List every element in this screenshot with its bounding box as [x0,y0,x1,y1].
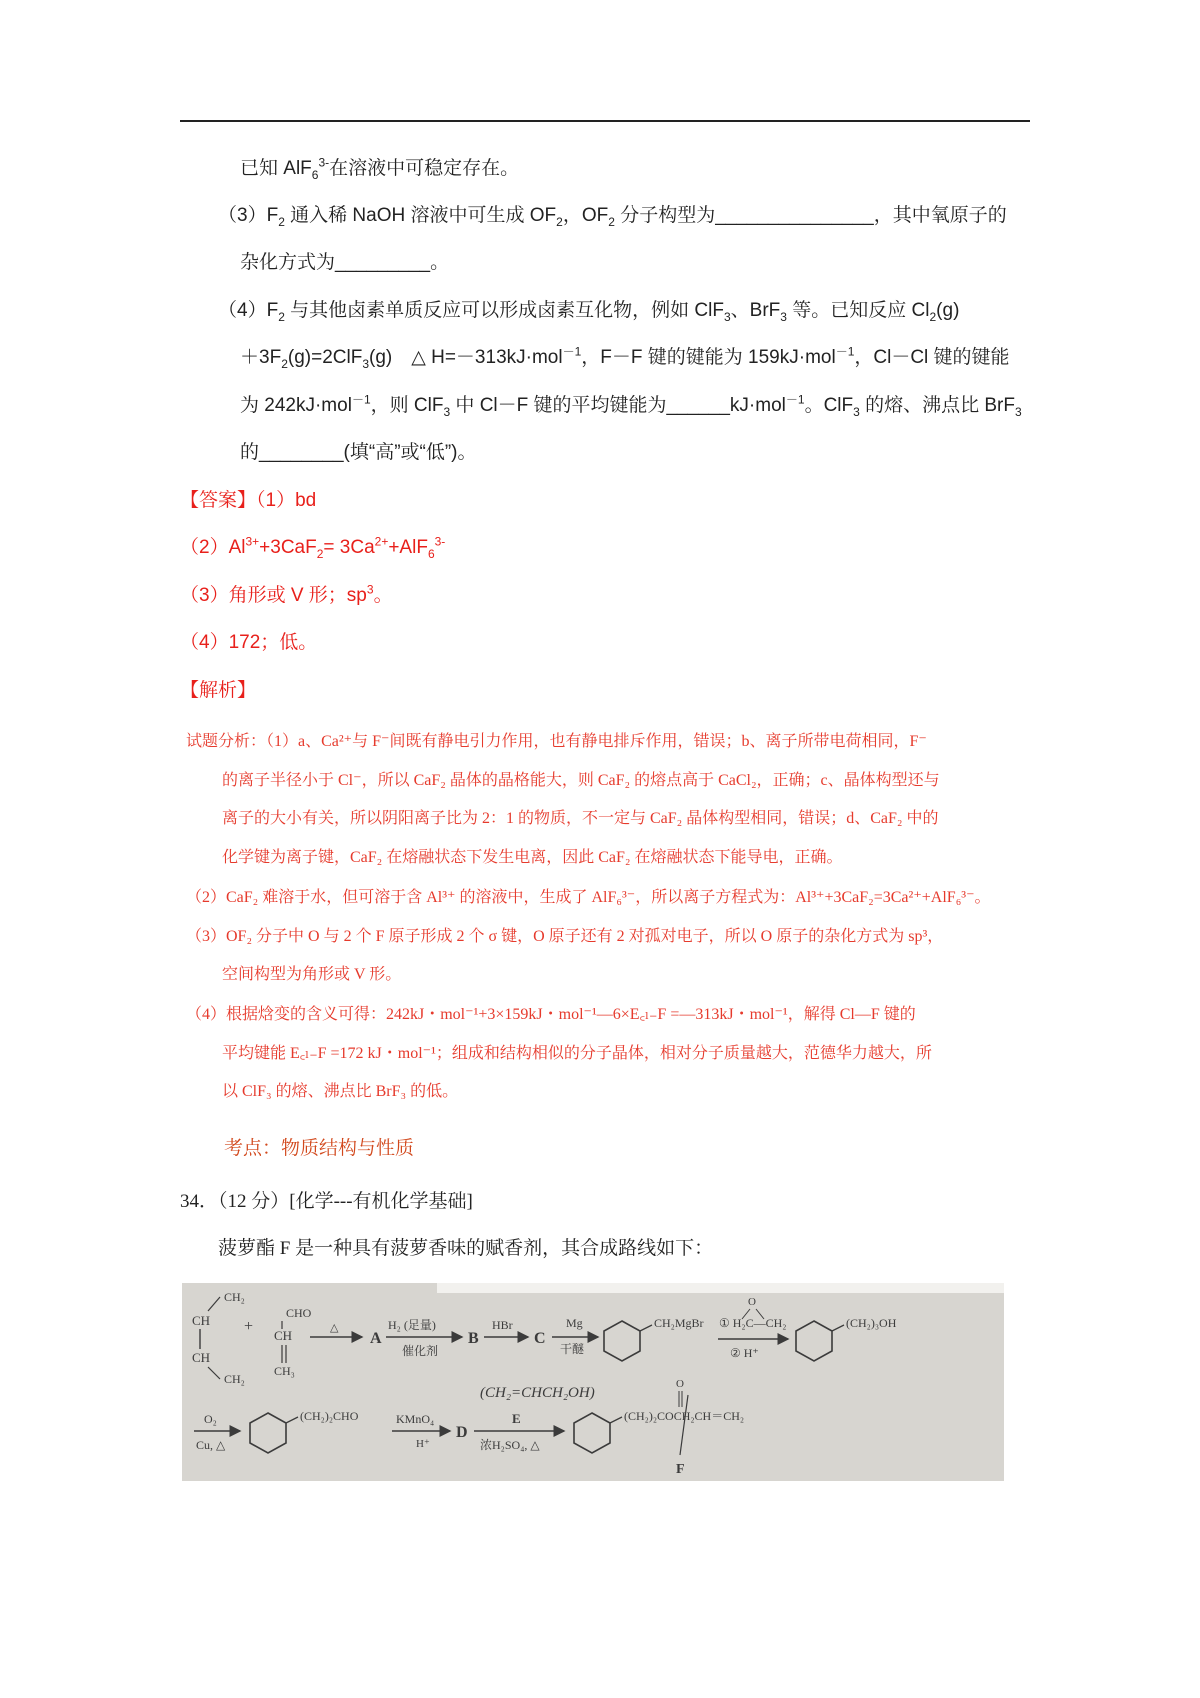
cyclohexane-ring-2 [796,1321,832,1361]
svg-text:HBr: HBr [492,1318,513,1332]
analysis-p1-l4: 化学键为离子键，CaF₂ 在熔融状态下发生电离，因此 CaF₂ 在熔融状态下能导电，正确。 [222,849,843,866]
grignard-substituent: CH₂MgBr [654,1316,704,1330]
q4-line4: 的________(填“高”或“低”)。 [240,442,477,463]
svg-text:H₂ (足量): H₂ (足量) [388,1318,436,1332]
svg-text:CHO: CHO [286,1306,312,1320]
header-rule [180,120,1030,122]
answer-3: （3）角形或 V 形；$sp^3$。 [180,582,393,606]
answer-2: $(2)Al^{3+}+3CaF_2= 3Ca^{2+}+AlF_6^{3-}$ [180,534,446,561]
svg-text:干醚: 干醚 [560,1342,585,1356]
svg-text:CH: CH [192,1313,211,1328]
analysis-p4-l1: （4）根据焓变的含义可得：242kJ・mol⁻¹+3×159kJ・mol⁻¹—6×E꜀ₗ₋F =—313kJ・mol⁻¹，解得 Cl—F 键的 [186,1006,916,1023]
svg-text:CH₂: CH₂ [224,1372,245,1386]
svg-text:O: O [676,1378,684,1390]
alcohol-substituent: (CH₂)₃OH [846,1316,897,1330]
compound-A: A [370,1330,382,1347]
analysis-p3-l2: 空间构型为角形或 V 形。 [222,966,402,983]
analysis-p4-l2: 平均键能 E꜀ₗ₋F =172 kJ・mol⁻¹；组成和结构相似的分子晶体，相对分子质量越大，范德华力越大，所 [222,1045,932,1062]
svg-text:CH₃: CH₃ [274,1364,295,1378]
ester-substituent: (CH₂)₂COCH₂CH＝CH₂ [624,1409,745,1423]
svg-text:CH: CH [192,1350,211,1365]
analysis-p4-l3: 以 ClF₃ 的熔、沸点比 BrF₃ 的低。 [222,1083,459,1100]
svg-text:② H⁺: ② H⁺ [730,1346,759,1360]
analysis-p3-l1: （3）OF₂ 分子中 O 与 2 个 F 原子形成 2 个 σ 键，O 原子还有 2 对孤对电子，所以 O 原子的杂化方式为 sp³， [186,928,944,945]
q4-line3: 为 242kJ·mol$^{-1}$，则 ClF$_3$ 中 Cl－F 键的平均键能为______kJ·mol$^{-1}$。ClF$_3$ 的熔、沸点比 BrF$_3$ [240,392,1022,419]
svg-text:O₂: O₂ [204,1412,217,1426]
q34-header: 34．（12 分）[化学---有机化学基础] [180,1191,473,1212]
cyclohexane-ring-4 [574,1413,610,1453]
analysis-p1-l2: 的离子半径小于 Cl⁻，所以 CaF₂ 晶体的晶格能大，则 CaF₂ 的熔点高于 CaCl₂，正确；c、晶体构型还与 [222,772,940,789]
svg-text:△: △ [330,1322,339,1334]
compound-F: F [676,1462,685,1477]
analysis-title: 【解析】 [180,680,257,701]
synthesis-scheme-figure [182,1283,1004,1481]
q2-note: 已知 AlF$_6^{3-}$在溶液中可稳定存在。 [240,155,520,182]
svg-text:Cu, △: Cu, △ [196,1438,226,1452]
svg-text:H⁺: H⁺ [416,1438,430,1450]
acrolein-structure [274,1306,312,1378]
answer-1: 【答案】（1）bd [180,490,317,511]
q4-line2: $+3F_2(g)=2ClF_3(g)$ △ H=－313kJ·mol$^{-1}$，F－F 键的键能为 159kJ·mol$^{-1}$，Cl－Cl 键的键能 [240,344,1010,371]
svg-text:O: O [748,1296,756,1308]
analysis-kaodian: 考点：物质结构与性质 [224,1138,415,1159]
svg-text:催化剂: 催化剂 [402,1344,439,1358]
svg-text:E: E [512,1411,521,1426]
analysis-p1-l3: 离子的大小有关，所以阴阳离子比为 2：1 的物质，不一定与 CaF₂ 晶体构型相同，错误；d、CaF₂ 中的 [222,810,939,827]
compound-C: C [534,1330,546,1347]
q3-line2: 杂化方式为_________。 [240,252,450,273]
svg-text:CH: CH [274,1328,293,1343]
answer-4: （4）172；低。 [180,632,318,653]
svg-text:KMnO₄: KMnO₄ [396,1412,435,1426]
analysis-p1-l1: 试题分析：（1）a、Ca²⁺与 F⁻间既有静电引力作用，也有静电排斥作用，错误；b、离子所带电荷相同，F⁻ [186,733,927,750]
handwritten-note: (CH₂=CHCH₂OH) [480,1385,595,1401]
cyclohexane-ring-3 [250,1413,286,1453]
svg-text:① H₂C—CH₂: ① H₂C—CH₂ [719,1316,787,1330]
q4-line1: $(4)F_2$ 与其他卤素单质反应可以形成卤素互化物，例如 ClF$_3$、BrF$_3$ 等。已知反应 $Cl_2(g)$ [218,300,960,324]
q3-line1: $(3)F_2$ 通入稀 NaOH 溶液中可生成 $OF_2$，$OF_2$ 分子构型为_______________，其中氧原子的 [218,205,1007,229]
compound-B: B [468,1330,479,1347]
aldehyde-substituent: (CH₂)₂CHO [300,1409,359,1423]
analysis-p2: （2）CaF₂ 难溶于水，但可溶于含 Al³⁺ 的溶液中，生成了 AlF₆³⁻，所以离子方程式为：Al³⁺+3CaF₂=3Ca²⁺+AlF₆³⁻。 [186,889,991,906]
svg-text:Mg: Mg [566,1316,583,1330]
plus-sign: + [244,1318,254,1335]
compound-D: D [456,1424,468,1441]
butadiene-structure [192,1290,245,1386]
cyclohexane-ring-1 [604,1321,640,1361]
svg-text:浓H₂SO₄, △: 浓H₂SO₄, △ [480,1438,540,1452]
svg-text:CH₂: CH₂ [224,1290,245,1304]
q34-intro: 菠萝酯 F 是一种具有菠萝香味的赋香剂，其合成路线如下： [218,1238,714,1259]
